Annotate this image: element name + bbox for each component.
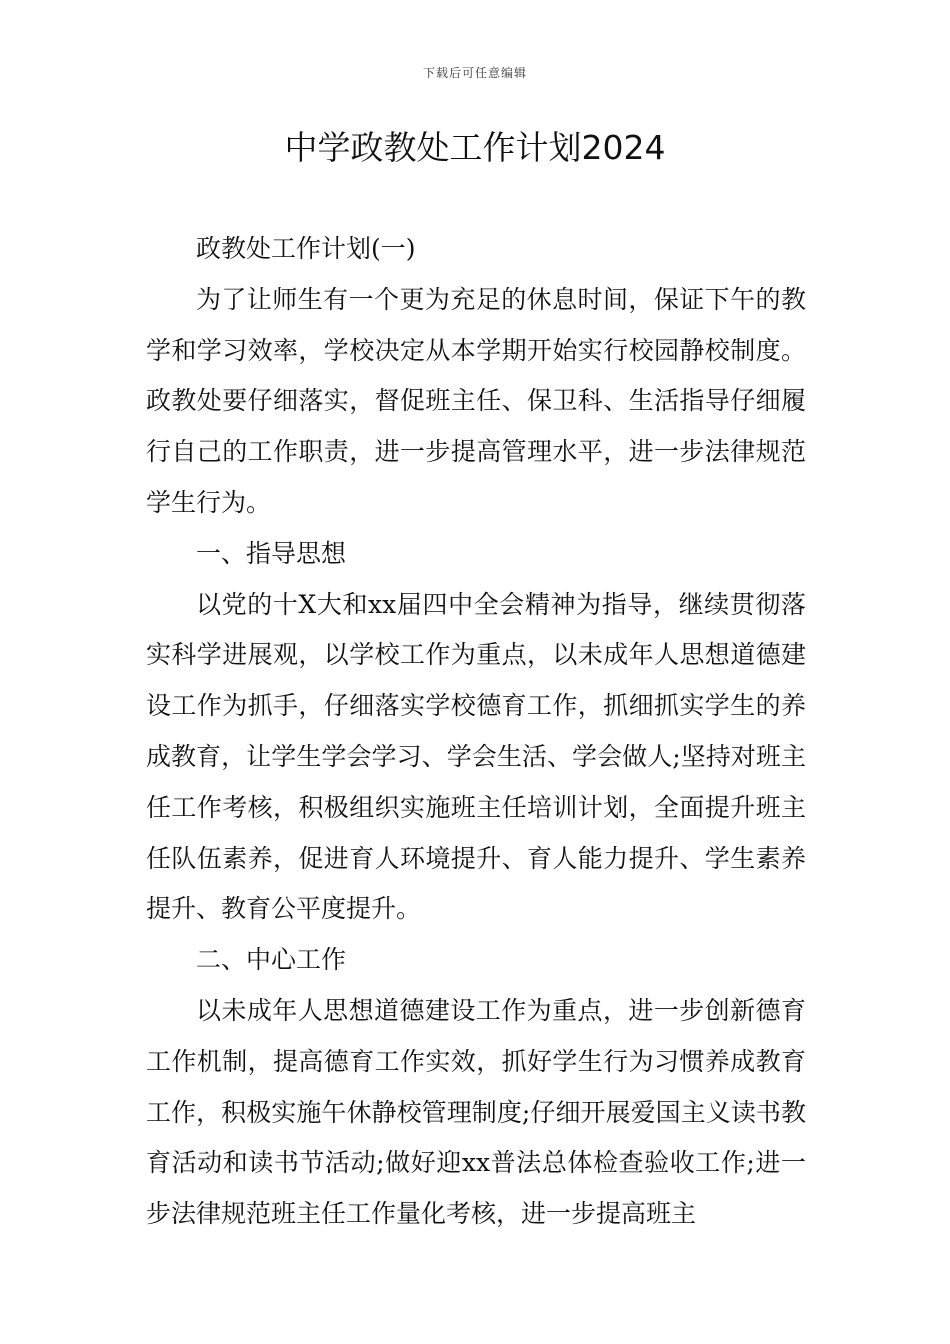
- body-paragraph: 以未成年人思想道德建设工作为重点，进一步创新德育工作机制，提高德育工作实效，抓好学生行为习惯养成教育工作，积极实施午休静校管理制度;仔细开展爱国主义读书教育活动和读书节活动;做好迎xx普法总体检查验收工作;进一步法律规范班主任工作量化考核，进一步提高班主: [146, 995, 806, 1229]
- body-paragraph: 为了让师生有一个更为充足的休息时间，保证下午的教学和学习效率，学校决定从本学期开始实行校园静校制度。政教处要仔细落实，督促班主任、保卫科、生活指导仔细履行自己的工作职责，进一步提高管理水平，进一步法律规范学生行为。: [146, 284, 806, 517]
- document-body: [146, 224, 806, 1240]
- header-note: 下载后可任意编辑: [422, 66, 527, 80]
- document-title: 中学政教处工作计划2024: [284, 128, 666, 167]
- section-heading: 二、中心工作: [196, 945, 347, 975]
- section-heading: 一、指导思想: [196, 538, 347, 568]
- body-paragraph: 以党的十Ⅹ大和xx届四中全会精神为指导，继续贯彻落实科学进展观，以学校工作为重点，以未成年人思想道德建设工作为抓手，仔细落实学校德育工作，抓细抓实学生的养成教育，让学生学会学习、学会生活、学会做人;坚持对班主任工作考核，积极组织实施班主任培训计划，全面提升班主任队伍素养，促进育人环境提升、育人能力提升、学生素养提升、教育公平度提升。: [146, 589, 806, 924]
- section-subtitle: 政教处工作计划(一): [196, 234, 416, 263]
